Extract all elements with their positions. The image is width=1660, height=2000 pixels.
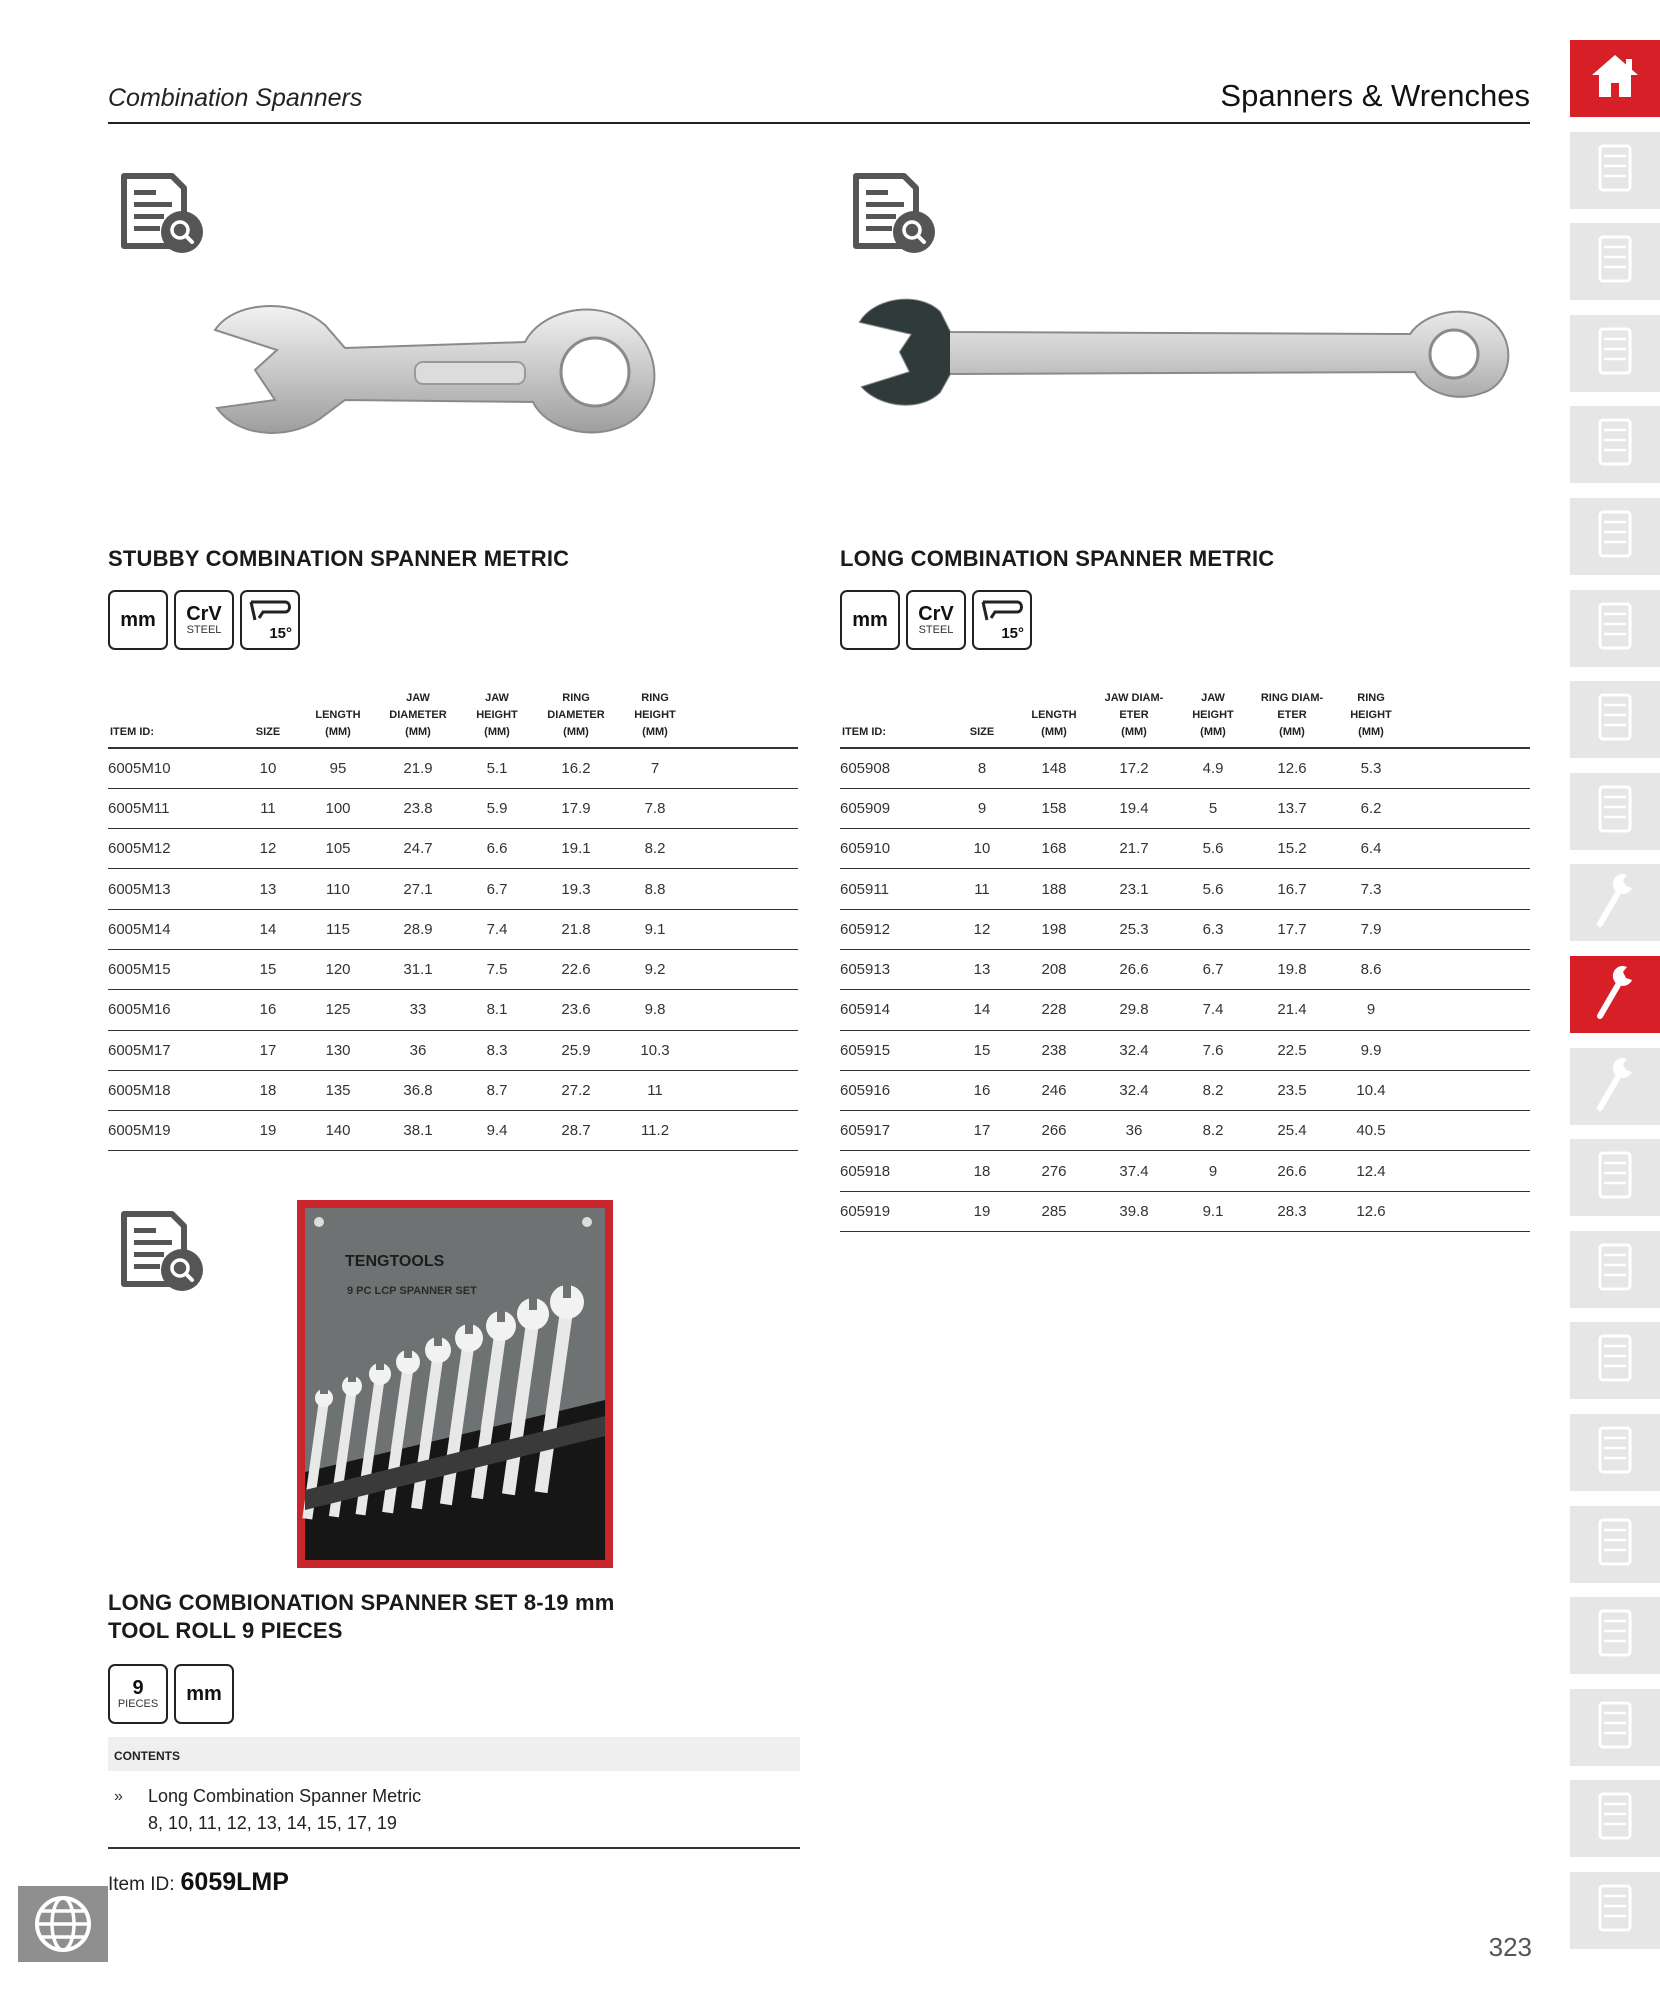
table-cell: 605912 [840,909,950,949]
table-cell: 6005M10 [108,748,238,788]
contents-label: CONTENTS [108,1737,800,1771]
set-title-line1: LONG COMBIONATION SPANNER SET 8-19 mm [108,1590,615,1615]
table-row [840,869,1530,909]
table-cell: 5.3 [1332,748,1410,788]
table-cell: 125 [298,990,378,1030]
table-cell: 158 [1014,788,1094,828]
set-title-line2: TOOL ROLL 9 PIECES [108,1618,343,1643]
table-cell-spacer [694,1111,798,1151]
table-cell: 26.6 [1094,949,1174,989]
table-cell: 266 [1014,1111,1094,1151]
table-cell: 6005M18 [108,1070,238,1110]
table-row [108,990,798,1030]
table-cell: 18 [238,1070,298,1110]
long-spanner-image [850,292,1520,412]
document-search-icon[interactable] [848,166,938,256]
table-cell: 7.3 [1332,869,1410,909]
roll-brand: TENGTOOLS [345,1253,445,1270]
table-cell: 32.4 [1094,1070,1174,1110]
set-title [108,1589,615,1645]
sidebar-tab[interactable] [1570,1231,1660,1308]
table-cell: 17.2 [1094,748,1174,788]
table-cell: 6005M11 [108,788,238,828]
table-cell: 13 [950,949,1014,989]
table-header-row [840,690,1530,748]
table-cell: 36 [1094,1111,1174,1151]
table-cell: 19 [950,1191,1014,1231]
long-title: LONG COMBINATION SPANNER METRIC [840,546,1275,571]
table-cell: 9.1 [1174,1191,1252,1231]
table-cell: 32.4 [1094,1030,1174,1070]
table-cell: 10.3 [616,1030,694,1070]
sidebar-tab[interactable] [1570,1322,1660,1399]
table-cell-spacer [694,909,798,949]
hammer-icon [1590,1880,1640,1941]
table-cell: 7.4 [1174,990,1252,1030]
table-header-row [108,690,798,748]
column-header: JAW HEIGHT (MM) [458,690,536,748]
sidebar-tab[interactable] [1570,1139,1660,1216]
table-cell: 8.2 [1174,1070,1252,1110]
table-cell: 6005M16 [108,990,238,1030]
table-cell: 21.8 [536,909,616,949]
table-cell: 9 [1332,990,1410,1030]
table-row [840,990,1530,1030]
table-cell-spacer [1410,1030,1530,1070]
table-cell: 6.4 [1332,829,1410,869]
document-search-icon[interactable] [116,166,206,256]
table-cell: 8.2 [1174,1111,1252,1151]
table-row [840,1030,1530,1070]
table-cell-spacer [694,949,798,989]
table-cell: 31.1 [378,949,458,989]
table-cell: 36.8 [378,1070,458,1110]
sockets-icon [1590,781,1640,842]
hex-keys-icon [1590,1147,1640,1208]
table-cell-spacer [1410,909,1530,949]
column-spacer [1410,690,1530,748]
table-cell: 19.1 [536,829,616,869]
table-cell: 13.7 [1252,788,1332,828]
table-cell: 21.4 [1252,990,1332,1030]
table-cell: 18 [950,1151,1014,1191]
item-id [108,1868,289,1897]
sidebar-tab[interactable] [1570,498,1660,575]
hand-tools-icon [1590,506,1640,567]
column-header: JAW DIAM- ETER (MM) [1094,690,1174,748]
column-header: SIZE [950,690,1014,748]
table-cell: 21.7 [1094,829,1174,869]
screwdriver-bits-icon [1590,689,1640,750]
table-cell: 22.6 [536,949,616,989]
table-cell: 12 [950,909,1014,949]
table-cell: 6005M12 [108,829,238,869]
table-cell: 25.3 [1094,909,1174,949]
globe-icon[interactable] [18,1886,108,1962]
column-header: RING DIAM- ETER (MM) [1252,690,1332,748]
table-cell: 11 [616,1070,694,1110]
table-cell: 7 [616,748,694,788]
table-cell-spacer [1410,788,1530,828]
sidebar-tab[interactable] [1570,1689,1660,1766]
table-cell: 28.3 [1252,1191,1332,1231]
table-cell: 4.9 [1174,748,1252,788]
table-cell: 9.9 [1332,1030,1410,1070]
table-cell: 6.6 [458,829,536,869]
table-row [840,1070,1530,1110]
table-cell: 15 [950,1030,1014,1070]
stubby-title: STUBBY COMBINATION SPANNER METRIC [108,546,570,571]
table-cell-spacer [1410,1111,1530,1151]
table-cell: 7.9 [1332,909,1410,949]
table-cell: 148 [1014,748,1094,788]
table-cell-spacer [1410,1070,1530,1110]
table-cell: 9.8 [616,990,694,1030]
table-cell: 10 [238,748,298,788]
table-cell-spacer [694,869,798,909]
table-cell: 9.4 [458,1111,536,1151]
category-title: Spanners & Wrenches [1220,78,1530,113]
table-cell-spacer [694,1070,798,1110]
table-cell: 33 [378,990,458,1030]
contents-line1: Long Combination Spanner Metric [148,1786,422,1806]
table-cell: 9 [950,788,1014,828]
tool-roll-image [297,1200,613,1568]
table-cell: 130 [298,1030,378,1070]
table-cell: 7.8 [616,788,694,828]
table-cell: 228 [1014,990,1094,1030]
table-row [840,1111,1530,1151]
sidebar-tab[interactable] [1570,1597,1660,1674]
column-header: ITEM ID: [840,690,950,748]
sidebar-tab[interactable] [1570,773,1660,850]
table-cell: 29.8 [1094,990,1174,1030]
table-row [108,748,798,788]
table-cell: 100 [298,788,378,828]
ratchet-icon [1590,870,1640,935]
table-cell: 105 [298,829,378,869]
column-header: LENGTH (MM) [298,690,378,748]
table-cell: 5.6 [1174,869,1252,909]
table-cell: 115 [298,909,378,949]
table-cell: 14 [238,909,298,949]
table-cell: 8 [950,748,1014,788]
column-header: RING HEIGHT (MM) [616,690,694,748]
table-cell: 17.7 [1252,909,1332,949]
tool-cabinet-icon [1590,323,1640,384]
table-cell: 605909 [840,788,950,828]
sidebar-tab[interactable] [1570,40,1660,117]
table-cell: 25.9 [536,1030,616,1070]
table-cell-spacer [694,990,798,1030]
measuring-icon [1590,1605,1640,1666]
table-cell: 15 [238,949,298,989]
table-cell: 6.3 [1174,909,1252,949]
table-cell: 605914 [840,990,950,1030]
crv-steel-badge: CrV STEEL [906,590,966,650]
page-number: 323 [1488,1932,1532,1962]
table-cell: 22.5 [1252,1030,1332,1070]
table-row [840,909,1530,949]
table-row [840,949,1530,989]
table-cell: 6005M14 [108,909,238,949]
table-cell: 6005M17 [108,1030,238,1070]
sidebar-tab[interactable] [1570,1506,1660,1583]
unit-mm-badge: mm [108,590,168,650]
table-cell: 135 [298,1070,378,1110]
table-cell: 276 [1014,1151,1094,1191]
table-cell: 605919 [840,1191,950,1231]
table-cell: 5.1 [458,748,536,788]
table-cell: 8.3 [458,1030,536,1070]
table-cell: 26.6 [1252,1151,1332,1191]
long-badges [840,590,1032,650]
table-cell: 16 [238,990,298,1030]
table-cell: 605913 [840,949,950,989]
table-cell: 27.2 [536,1070,616,1110]
table-cell: 6.2 [1332,788,1410,828]
table-cell: 28.9 [378,909,458,949]
table-cell: 8.1 [458,990,536,1030]
table-cell: 605916 [840,1070,950,1110]
tool-trolley-icon [1590,140,1640,201]
table-cell: 9 [1174,1151,1252,1191]
table-cell: 9.2 [616,949,694,989]
stubby-spanner-image [195,290,715,450]
table-cell-spacer [694,1030,798,1070]
spanner-icon [1590,962,1640,1027]
table-cell: 110 [298,869,378,909]
table-cell: 12.4 [1332,1151,1410,1191]
pliers-icon [1590,1330,1640,1391]
table-cell: 9.1 [616,909,694,949]
table-cell: 6.7 [1174,949,1252,989]
table-row [840,748,1530,788]
table-cell: 7.4 [458,909,536,949]
table-cell-spacer [1410,748,1530,788]
table-row [108,909,798,949]
table-cell: 23.1 [1094,869,1174,909]
set-badges [108,1664,234,1724]
table-cell-spacer [694,788,798,828]
multi-bits-icon [1590,1239,1640,1300]
screwdriver-icon [1590,1054,1640,1119]
table-cell: 23.6 [536,990,616,1030]
table-cell: 19.3 [536,869,616,909]
table-cell: 6005M15 [108,949,238,989]
table-row [108,1070,798,1110]
tool-set-icon [1590,414,1640,475]
table-cell: 11.2 [616,1111,694,1151]
table-cell: 605910 [840,829,950,869]
table-cell: 38.1 [378,1111,458,1151]
table-cell: 36 [378,1030,458,1070]
table-cell: 120 [298,949,378,989]
contents-line2: 8, 10, 11, 12, 13, 14, 15, 17, 19 [148,1813,397,1833]
column-header: SIZE [238,690,298,748]
table-cell-spacer [694,829,798,869]
table-cell: 8.7 [458,1070,536,1110]
table-cell: 605917 [840,1111,950,1151]
column-header: RING DIAMETER (MM) [536,690,616,748]
table-row [108,949,798,989]
electrical-icon [1590,1422,1640,1483]
sidebar-tab[interactable] [1570,681,1660,758]
table-cell: 16 [950,1070,1014,1110]
table-cell: 238 [1014,1030,1094,1070]
table-cell: 19.8 [1252,949,1332,989]
table-cell: 95 [298,748,378,788]
gear-pullers-icon [1590,1697,1640,1758]
table-cell: 28.7 [536,1111,616,1151]
knife-icon [1590,1514,1640,1575]
table-cell: 285 [1014,1191,1094,1231]
table-cell: 10 [950,829,1014,869]
table-row [108,1030,798,1070]
angle-15-badge: 15° [972,590,1032,650]
workbench-icon [1590,598,1640,659]
table-cell: 12.6 [1252,748,1332,788]
item-id-value: 6059LMP [180,1868,289,1896]
table-cell-spacer [1410,949,1530,989]
sidebar-tab[interactable] [1570,406,1660,483]
gear-tools-icon [1590,1788,1640,1849]
table-cell: 10.4 [1332,1070,1410,1110]
sidebar-tab[interactable] [1570,590,1660,667]
column-header: JAW HEIGHT (MM) [1174,690,1252,748]
table-cell-spacer [1410,829,1530,869]
table-cell: 23.8 [378,788,458,828]
table-cell-spacer [694,748,798,788]
table-row [840,1191,1530,1231]
stubby-badges [108,590,300,650]
stubby-spec-table [108,690,798,1151]
table-cell: 8.8 [616,869,694,909]
table-cell: 7.6 [1174,1030,1252,1070]
sidebar-tab[interactable] [1570,1414,1660,1491]
table-cell-spacer [1410,869,1530,909]
angle-15-badge: 15° [240,590,300,650]
table-cell: 40.5 [1332,1111,1410,1151]
table-cell: 37.4 [1094,1151,1174,1191]
table-cell: 11 [950,869,1014,909]
table-row [108,788,798,828]
sidebar-tab[interactable] [1570,956,1660,1033]
column-header: LENGTH (MM) [1014,690,1094,748]
tool-board-icon [1590,231,1640,292]
table-cell: 24.7 [378,829,458,869]
sidebar-tab[interactable] [1570,1872,1660,1949]
sidebar-tab[interactable] [1570,315,1660,392]
table-row [108,1111,798,1151]
column-header: JAW DIAMETER (MM) [378,690,458,748]
table-cell: 16.2 [536,748,616,788]
table-cell: 5.9 [458,788,536,828]
table-cell: 6005M19 [108,1111,238,1151]
sidebar-tab[interactable] [1570,1048,1660,1125]
table-cell: 605911 [840,869,950,909]
table-cell: 188 [1014,869,1094,909]
table-cell: 198 [1014,909,1094,949]
table-cell: 17.9 [536,788,616,828]
table-cell: 11 [238,788,298,828]
table-cell: 23.5 [1252,1070,1332,1110]
column-header: ITEM ID: [108,690,238,748]
table-cell: 12 [238,829,298,869]
home-icon [1588,51,1642,106]
roll-caption: 9 PC LCP SPANNER SET [347,1285,477,1297]
table-cell: 5 [1174,788,1252,828]
table-cell-spacer [1410,990,1530,1030]
sidebar-tab[interactable] [1570,223,1660,300]
long-spec-table [840,690,1530,1232]
table-cell: 19.4 [1094,788,1174,828]
table-cell: 168 [1014,829,1094,869]
table-cell: 14 [950,990,1014,1030]
table-cell: 17 [238,1030,298,1070]
table-cell: 140 [298,1111,378,1151]
table-cell: 17 [950,1111,1014,1151]
table-cell: 246 [1014,1070,1094,1110]
contents-item [108,1771,800,1849]
bullet-icon: » [114,1788,123,1805]
table-cell: 21.9 [378,748,458,788]
table-cell: 605918 [840,1151,950,1191]
table-row [840,829,1530,869]
table-cell: 8.2 [616,829,694,869]
table-cell: 208 [1014,949,1094,989]
table-row [108,869,798,909]
table-cell: 5.6 [1174,829,1252,869]
sidebar-tab[interactable] [1570,1780,1660,1857]
table-cell: 13 [238,869,298,909]
table-cell: 6.7 [458,869,536,909]
table-cell: 7.5 [458,949,536,989]
table-cell: 19 [238,1111,298,1151]
section-title: Combination Spanners [108,84,363,112]
table-cell: 16.7 [1252,869,1332,909]
crv-steel-badge: CrV STEEL [174,590,234,650]
item-id-label: Item ID: [108,1874,175,1895]
table-cell: 6005M13 [108,869,238,909]
table-cell: 25.4 [1252,1111,1332,1151]
unit-mm-badge: mm [840,590,900,650]
unit-mm-badge: mm [174,1664,234,1724]
table-cell: 12.6 [1332,1191,1410,1231]
table-row [840,788,1530,828]
sidebar-tab[interactable] [1570,864,1660,941]
table-cell: 39.8 [1094,1191,1174,1231]
column-spacer [694,690,798,748]
table-row [108,829,798,869]
table-cell: 15.2 [1252,829,1332,869]
header-divider [108,122,1530,124]
table-cell: 8.6 [1332,949,1410,989]
table-cell: 605915 [840,1030,950,1070]
pieces-badge: 9 PIECES [108,1664,168,1724]
column-header: RING HEIGHT (MM) [1332,690,1410,748]
sidebar-tab[interactable] [1570,132,1660,209]
table-cell: 605908 [840,748,950,788]
table-cell-spacer [1410,1191,1530,1231]
table-row [840,1151,1530,1191]
table-cell-spacer [1410,1151,1530,1191]
table-cell: 27.1 [378,869,458,909]
document-search-icon[interactable] [116,1204,206,1294]
contents-box [108,1737,800,1849]
